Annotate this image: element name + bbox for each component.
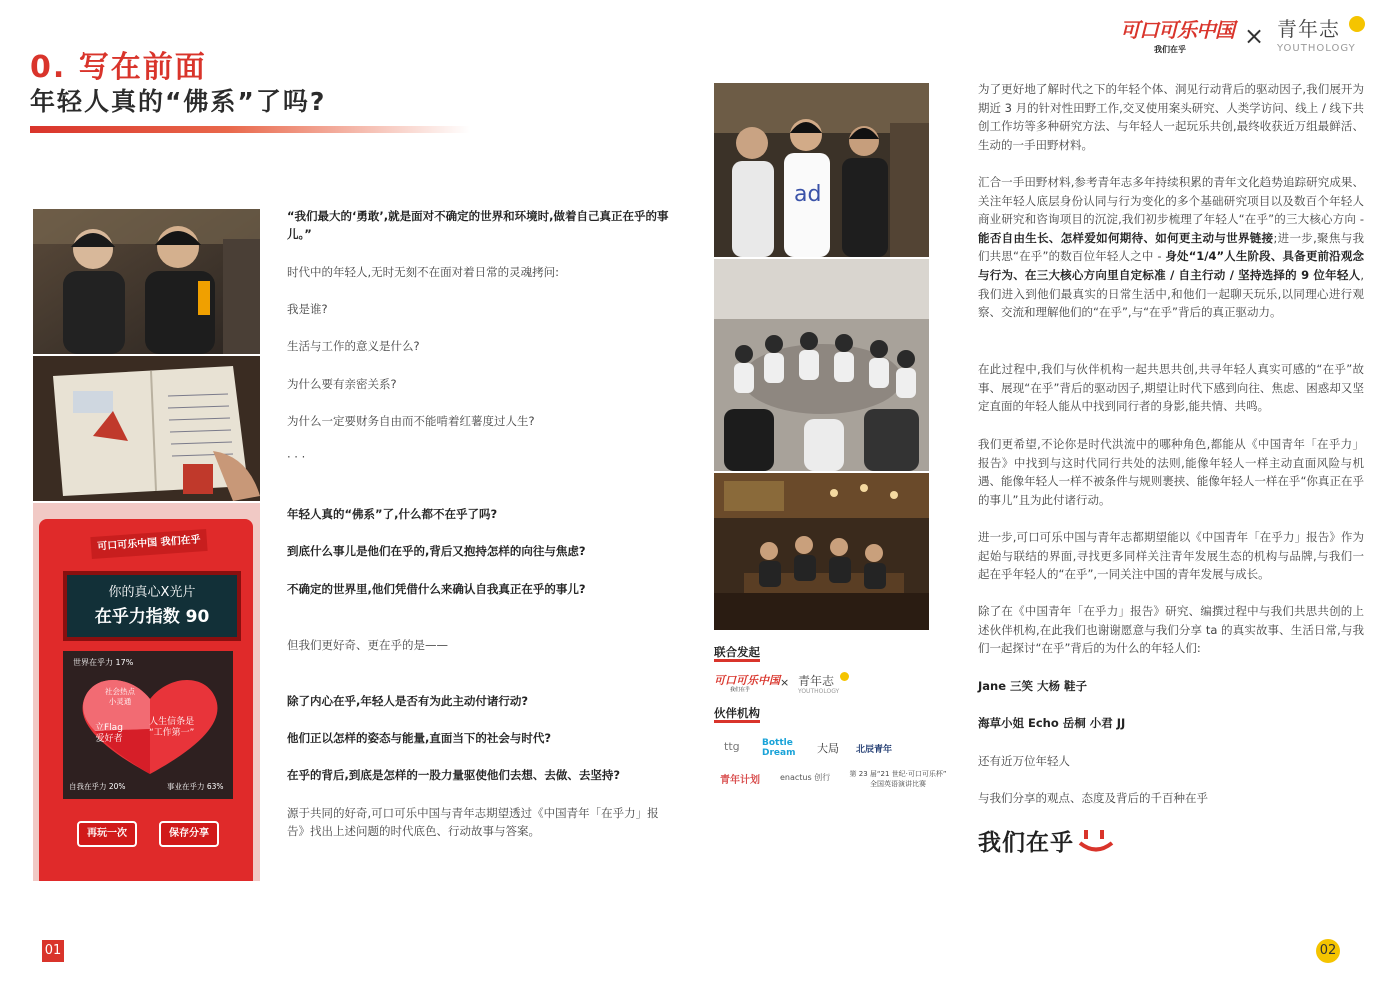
youthology-logo: 青年志 YOUTHOLOGY bbox=[1277, 16, 1372, 58]
phone-screen: 你的真心X光片 在乎力指数 90 bbox=[63, 571, 241, 641]
partner-logo-beichen: 北辰青年 bbox=[856, 745, 893, 755]
page-number-left: 01 bbox=[42, 940, 64, 962]
bold-question-5: 他们正以怎样的姿态与能量,直面当下的社会与时代? bbox=[287, 731, 552, 745]
quote: “我们最大的‘勇敢’,就是面对不确定的世界和环境时,做着自己真正在乎的事儿。” bbox=[287, 209, 669, 241]
photo-circle-workshop bbox=[714, 259, 929, 471]
photo-notebook bbox=[33, 356, 260, 501]
share-line: 与我们分享的观点、态度及背后的千百种在乎 bbox=[978, 791, 1208, 805]
save-share-button[interactable]: 保存分享 bbox=[159, 821, 219, 847]
question-2: 生活与工作的意义是什么? bbox=[287, 339, 420, 353]
page-number-right: 02 bbox=[1316, 939, 1340, 963]
transition-line: 但我们更好奇、更在乎的是—— bbox=[287, 638, 448, 652]
retry-button[interactable]: 再玩一次 bbox=[77, 821, 137, 847]
more-youth-line: 还有近万位年轻人 bbox=[978, 754, 1070, 768]
closing-paragraph: 源于共同的好奇,可口可乐中国与青年志期望透过《中国青年「在乎力」报告》找出上述问题的时代底色、行动故事与答案。 bbox=[287, 806, 659, 838]
co-initiator-logos: 可口可乐中国 我们在乎 × 青年志 YOUTHOLOGY bbox=[714, 672, 864, 700]
yellow-dot-icon bbox=[840, 672, 849, 681]
brand-banner: 可口可乐中国 我们在乎 bbox=[90, 529, 207, 559]
page-title: 年轻人真的“佛系”了吗? bbox=[30, 87, 327, 116]
intro-column bbox=[287, 0, 672, 982]
coke-logo: 可口可乐中国 我们在乎 bbox=[1120, 18, 1234, 54]
phone-mockup bbox=[33, 503, 260, 881]
intro-line: 时代中的年轻人,无时无刻不在面对着日常的灵魂拷问: bbox=[287, 265, 560, 279]
photo-cafe-gathering bbox=[714, 473, 929, 630]
paragraph-partners: 在此过程中,我们与伙伴机构一起共思共创,共寻年轻人真实可感的“在乎”故事、展现“在乎”背后的驱动因子,期望让时代下感到向往、焦虑、困惑却又坚定直面的年轻人能从中找到同行者的身影,能共情、共鸣。 bbox=[978, 362, 1364, 414]
ellipsis: · · · bbox=[287, 450, 306, 464]
names-line-1: Jane 三笑 大杨 鞋子 bbox=[978, 679, 1088, 693]
slogan: 我们在乎 bbox=[978, 824, 1074, 858]
section-number: 0. 写在前面 bbox=[30, 50, 207, 85]
question-1: 我是谁? bbox=[287, 302, 328, 316]
partner-logo-daju: 大局 bbox=[817, 742, 839, 755]
partner-logo-bottledream: Bottle Dream bbox=[762, 738, 796, 758]
photo-group-standing bbox=[714, 83, 929, 257]
paragraph-thanks: 除了在《中国青年「在乎力」报告》研究、编撰过程中与我们共思共创的上述伙伴机构,在此我们也谢谢愿意与我们分享 ta 的真实故事、生活日常,与我们一起探讨“在乎”背后的为什么的年轻人们: bbox=[978, 604, 1364, 656]
bold-question-2: 到底什么事儿是他们在乎的,背后又抱持怎样的向往与焦虑? bbox=[287, 544, 586, 558]
bold-question-1: 年轻人真的“佛系”了,什么都不在乎了吗? bbox=[287, 507, 498, 521]
paragraph-research-method: 为了更好地了解时代之下的年轻个体、洞见行动背后的驱动因子,我们展开为期近 3 月的针对性田野工作,交叉使用案头研究、人类学访问、线上 / 线下共创工作坊等多种研究方法、与年轻人一起玩乐共创,最终收获近万组最鲜活、生动的一手田野材料。 bbox=[978, 82, 1364, 152]
question-3: 为什么要有亲密关系? bbox=[287, 377, 397, 391]
svg-text:ad: ad bbox=[794, 182, 822, 207]
partner-logo-ttg: ttg bbox=[724, 740, 740, 753]
paragraph-core-directions: 汇合一手田野材料,参考青年志多年持续积累的青年文化趋势追踪研究成果、关注年轻人底层身份认同与行为变化的多个基础研究项目以及数百个年轻人商业研究和咨询项目的沉淀,我们初步梳理了年轻人“在乎”的三大核心方向 - 能否自由生长、怎样爱如何期待、如何更主动与世界链接;进一步,聚焦与我们共思“在乎”的数百位年轻人之中 - 身处“1/4”人生阶段、具备更前沿观念与行为、在三大核心方向里自定标准 / 自主行动 / 坚持选择的 9 位年轻人,我们进入到他们最真实的日常生活中,和他们一起聊天玩乐,以同理心进行观察、交流和理解他们的“在乎”,与“在乎”背后的真正驱动力。 bbox=[978, 175, 1365, 320]
paragraph-hope: 我们更希望,不论你是时代洪流中的哪种角色,都能从《中国青年「在乎力」报告》中找到与这时代同行共处的法则,能像年轻人一样主动直面风险与机遇、能像年轻人一样不被条件与规则裹挟、能像年轻人一样在乎“你真正在乎的事儿”且为此付诸行动。 bbox=[978, 437, 1364, 507]
co-initiators-label: 联合发起 bbox=[714, 645, 760, 662]
photo-workshop-discussion bbox=[33, 209, 260, 354]
bold-question-3: 不确定的世界里,他们凭借什么来确认自我真正在乎的事儿? bbox=[287, 582, 586, 596]
chart-panel: 世界在乎力 17% 社会热点 小灵通 立Flag 爱好者 人生信条是 “工作第一” 自我在乎力 20% 事业在乎力 63% bbox=[63, 651, 233, 799]
paragraph-further: 进一步,可口可乐中国与青年志都期望能以《中国青年「在乎力」报告》作为起始与联结的界面,寻找更多同样关注青年发展生态的机构与品牌,与我们一起在乎年轻人的“在乎”,一同关注中国的青年发展与成长。 bbox=[978, 530, 1364, 582]
bold-question-6: 在乎的背后,到底是怎样的一股力量驱使他们去想、去做、去坚持? bbox=[287, 768, 621, 782]
partner-logo-youth-plan: 青年计划 bbox=[720, 775, 760, 786]
smile-icon bbox=[1078, 828, 1116, 854]
partner-logo-speech-contest: 第 23 届“21 世纪·可口可乐杯” 全国英语演讲比赛 bbox=[849, 770, 947, 788]
times-icon: × bbox=[1244, 22, 1265, 50]
partner-logo-enactus: enactus 创行 bbox=[780, 773, 831, 782]
question-4: 为什么一定要财务自由而不能啃着红薯度过人生? bbox=[287, 414, 535, 428]
names-line-2: 海草小姐 Echo 岳桐 小君 JJ bbox=[978, 716, 1126, 730]
partners-label: 伙伴机构 bbox=[714, 706, 760, 723]
bold-question-4: 除了内心在乎,年轻人是否有为此主动付诸行动? bbox=[287, 694, 529, 708]
